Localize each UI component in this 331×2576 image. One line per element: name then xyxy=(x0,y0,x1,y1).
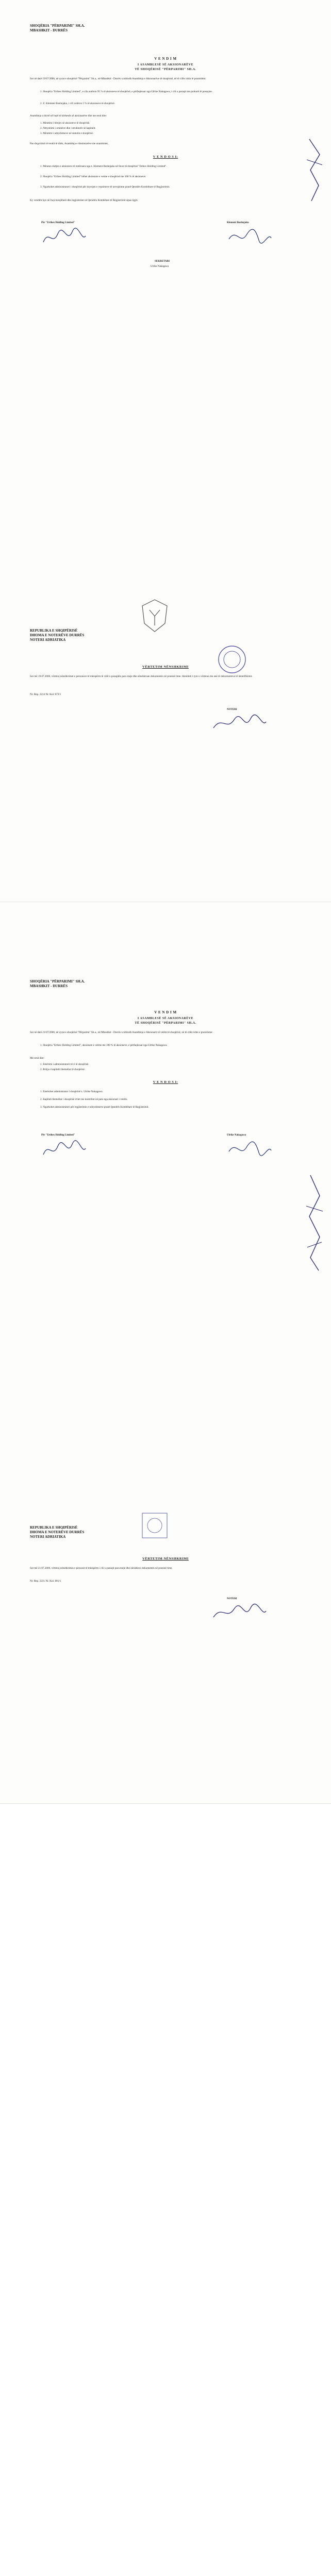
decided-heading: V E N D O S I: xyxy=(153,155,178,159)
list-item: 1. Shoqëria "Erthex Holding Limited", aksionare e vetme me 100 % të aksioneve, e përfaqësuar nga Ulrike Nakagawa. xyxy=(40,1044,168,1047)
certification-text: Sot më 19.07.2006, vërtetoj nënshkrimet e personave të mësipërm të cilët u paraqitën para meje dhe nënshkruan dokumentin në praninë time. Identiteti i tyre u vërtetua me anë të dokumenteve të identifikimit. xyxy=(30,675,253,678)
company-location: MBASHKIT - DURRËS xyxy=(30,28,68,32)
certification-title: VËRTETIM NËNSHKRIMI xyxy=(142,1557,189,1561)
agenda-item: 1. Miratimi i blerjes së aksioneve të shoqërisë. xyxy=(40,122,90,125)
decision-item: 2. Shoqëria "Erthex Holding Limited" bëhet aksionare e vetme e shoqërisë me 100 % të aksioneve. xyxy=(40,175,146,178)
agenda-intro: Me rend dite: xyxy=(30,1057,44,1060)
margin-handwriting xyxy=(304,134,325,206)
decision-intro: Pas shqyrtimit të rendit të ditës, Asambleja e Aksionarëve me unanimitet, xyxy=(30,142,109,145)
certification-reference: Nr. Rep. 2231 Nr. Kol. 881/1 xyxy=(30,1580,61,1583)
agenda-item: 2. Ndryshimi i ortakëve dhe i strukturës së kapitalit. xyxy=(40,127,96,130)
coat-of-arms-icon xyxy=(139,598,170,634)
certification-title: VËRTETIM NËNSHKRIMI xyxy=(142,665,189,669)
doc-subtitle-2: TË SHOQËRISË "PËRPARIMI" SH.A. xyxy=(135,1022,196,1025)
decision-item: 2. Kapitali themeltar i shoqërisë rritet me kontribut në para nga aksionari i vetëm. xyxy=(40,1098,128,1101)
decided-heading: V E N D O S I: xyxy=(153,1080,178,1084)
doc-subtitle-1: I ASAMBLESË SË AKSIONARËVE xyxy=(137,1017,194,1020)
list-item: 1. Shoqëria "Erthex Holding Limited", e cila zotëron 95 % të aksioneve të shoqërisë, e përfaqësuar nga Ulrike Nakagawa, i cili u paraqit me prokurë të posaçme. xyxy=(40,90,212,93)
signature-scribble xyxy=(41,1139,88,1160)
notary-stamp-icon xyxy=(217,644,247,675)
list-item: 2. Z. Klement Boshnjaku, i cili zotëron 5 % të aksioneve të shoqërisë. xyxy=(40,102,115,105)
secretary-label: SEKRETARI xyxy=(155,260,170,263)
secretary-name: Ulrike Nakagawa xyxy=(151,265,169,268)
closing-paragraph: Ky vendim hyn në fuqi menjëherë dhe regjistrohet në Qendrën Kombëtare të Regjistrimit sipas ligjit. xyxy=(30,199,138,202)
notary-signature-label: NOTERI xyxy=(227,708,237,711)
signature-scribble xyxy=(41,227,88,247)
signature-label-left: Për "Erthex Holding Limited" xyxy=(41,222,75,224)
doc-title: V E N D I M xyxy=(154,57,177,61)
notary-signature-scribble xyxy=(211,1603,268,1623)
margin-handwriting xyxy=(304,1170,325,1273)
notary-chamber: DHOMA E NOTERËVE DURRËS xyxy=(30,1530,85,1534)
decision-item: 3. Ngarkohet administratori për regjistrimin e ndryshimeve pranë Qendrës Kombëtare të Regjistrimit. xyxy=(40,1106,149,1109)
notary-office: NOTERI ADRIATIKA xyxy=(30,1535,66,1539)
company-name: SHOQËRIA "PËRPARIMI" SH.A. xyxy=(30,979,85,984)
notary-header xyxy=(30,629,84,642)
company-name: SHOQËRIA "PËRPARIMI" SH.A. xyxy=(30,24,85,28)
signature-scribble xyxy=(227,227,273,247)
decision-item: 3. Ngarkohet administratori i shoqërisë për kryerjen e veprimeve të nevojshme pranë Qendrës Kombëtare të Regjistrimit. xyxy=(40,185,170,189)
notary-signature-label: NOTERI xyxy=(227,1598,237,1600)
decision-item: 1. Emërohet administrator i shoqërisë z. Ulrike Nakagawa. xyxy=(40,1090,103,1093)
notary-country: REPUBLIKA E SHQIPËRISË xyxy=(30,1526,78,1530)
doc-subtitle-2: TË SHOQËRISË "PËRPARIMI" SH.A. xyxy=(135,68,196,71)
doc-subtitle-1: I ASAMBLESË SË AKSIONARËVE xyxy=(137,63,194,66)
certification-text: Sot më 21.07.2006, vërtetoj nënshkrimin e personit të mësipërm i cili u paraqit para meje dhe nënshkroi dokumentin në praninë time. xyxy=(30,1567,173,1570)
notary-signature-scribble xyxy=(211,714,268,734)
intro-paragraph: Sot në datë 21/07/2006, në zyrat e shoqërisë "Përparimi" Sh.a., në Mbashkit - Durrës u mblodh Asambleja e Aksionarit të vetëm të shoqërisë, në të cilën ishte e pranishme: xyxy=(30,1031,213,1034)
notary-country: REPUBLIKA E SHQIPËRISË xyxy=(30,629,78,633)
signature-label-left: Për "Erthex Holding Limited" xyxy=(41,1134,75,1137)
agenda-intro: Asambleja u thirrë në bazë të kërkesës së aksionarëve dhe me rend dite: xyxy=(30,114,107,117)
notary-office: NOTERI ADRIATIKA xyxy=(30,638,66,642)
signature-label-right: Klement Boshnjaku xyxy=(227,222,249,224)
agenda-item: 1. Emërimi i administratorit të ri të shoqërisë. xyxy=(40,1063,89,1066)
doc-title: V E N D I M xyxy=(154,1010,177,1014)
intro-paragraph: Sot në datë 19/07/2006, në zyrat e shoqërisë "Përparimi" Sh.a., në Mbashkit - Durrës u mblodh Asambleja e Aksionarëve të shoqërisë, në të cilën ishin të pranishëm: xyxy=(30,77,206,80)
company-header xyxy=(30,979,85,989)
agenda-item: 3. Miratimi i ndryshimeve në statutin e shoqërisë. xyxy=(40,132,94,135)
decision-item: 1. Miraton shitjen e aksioneve të zotëruara nga z. Klement Boshnjaku në favor të shoqërisë "Erthex Holding Limited". xyxy=(40,165,167,168)
company-location: MBASHKIT - DURRËS xyxy=(30,984,68,988)
page-2 xyxy=(0,902,331,1804)
notary-seal-icon xyxy=(139,1510,170,1541)
notary-chamber: DHOMA E NOTERËVE DURRËS xyxy=(30,633,85,637)
company-header xyxy=(30,24,85,33)
page-1 xyxy=(0,0,331,902)
signature-scribble xyxy=(227,1139,273,1160)
notary-header xyxy=(30,1526,84,1539)
page-3 xyxy=(0,1803,331,2576)
agenda-item: 2. Rritja e kapitalit themeltar të shoqërisë. xyxy=(40,1068,86,1071)
certification-reference: Nr. Rep. 2214 Nr. Kol. 873/1 xyxy=(30,693,61,696)
signature-label-right: Ulrike Nakagawa xyxy=(227,1134,246,1137)
